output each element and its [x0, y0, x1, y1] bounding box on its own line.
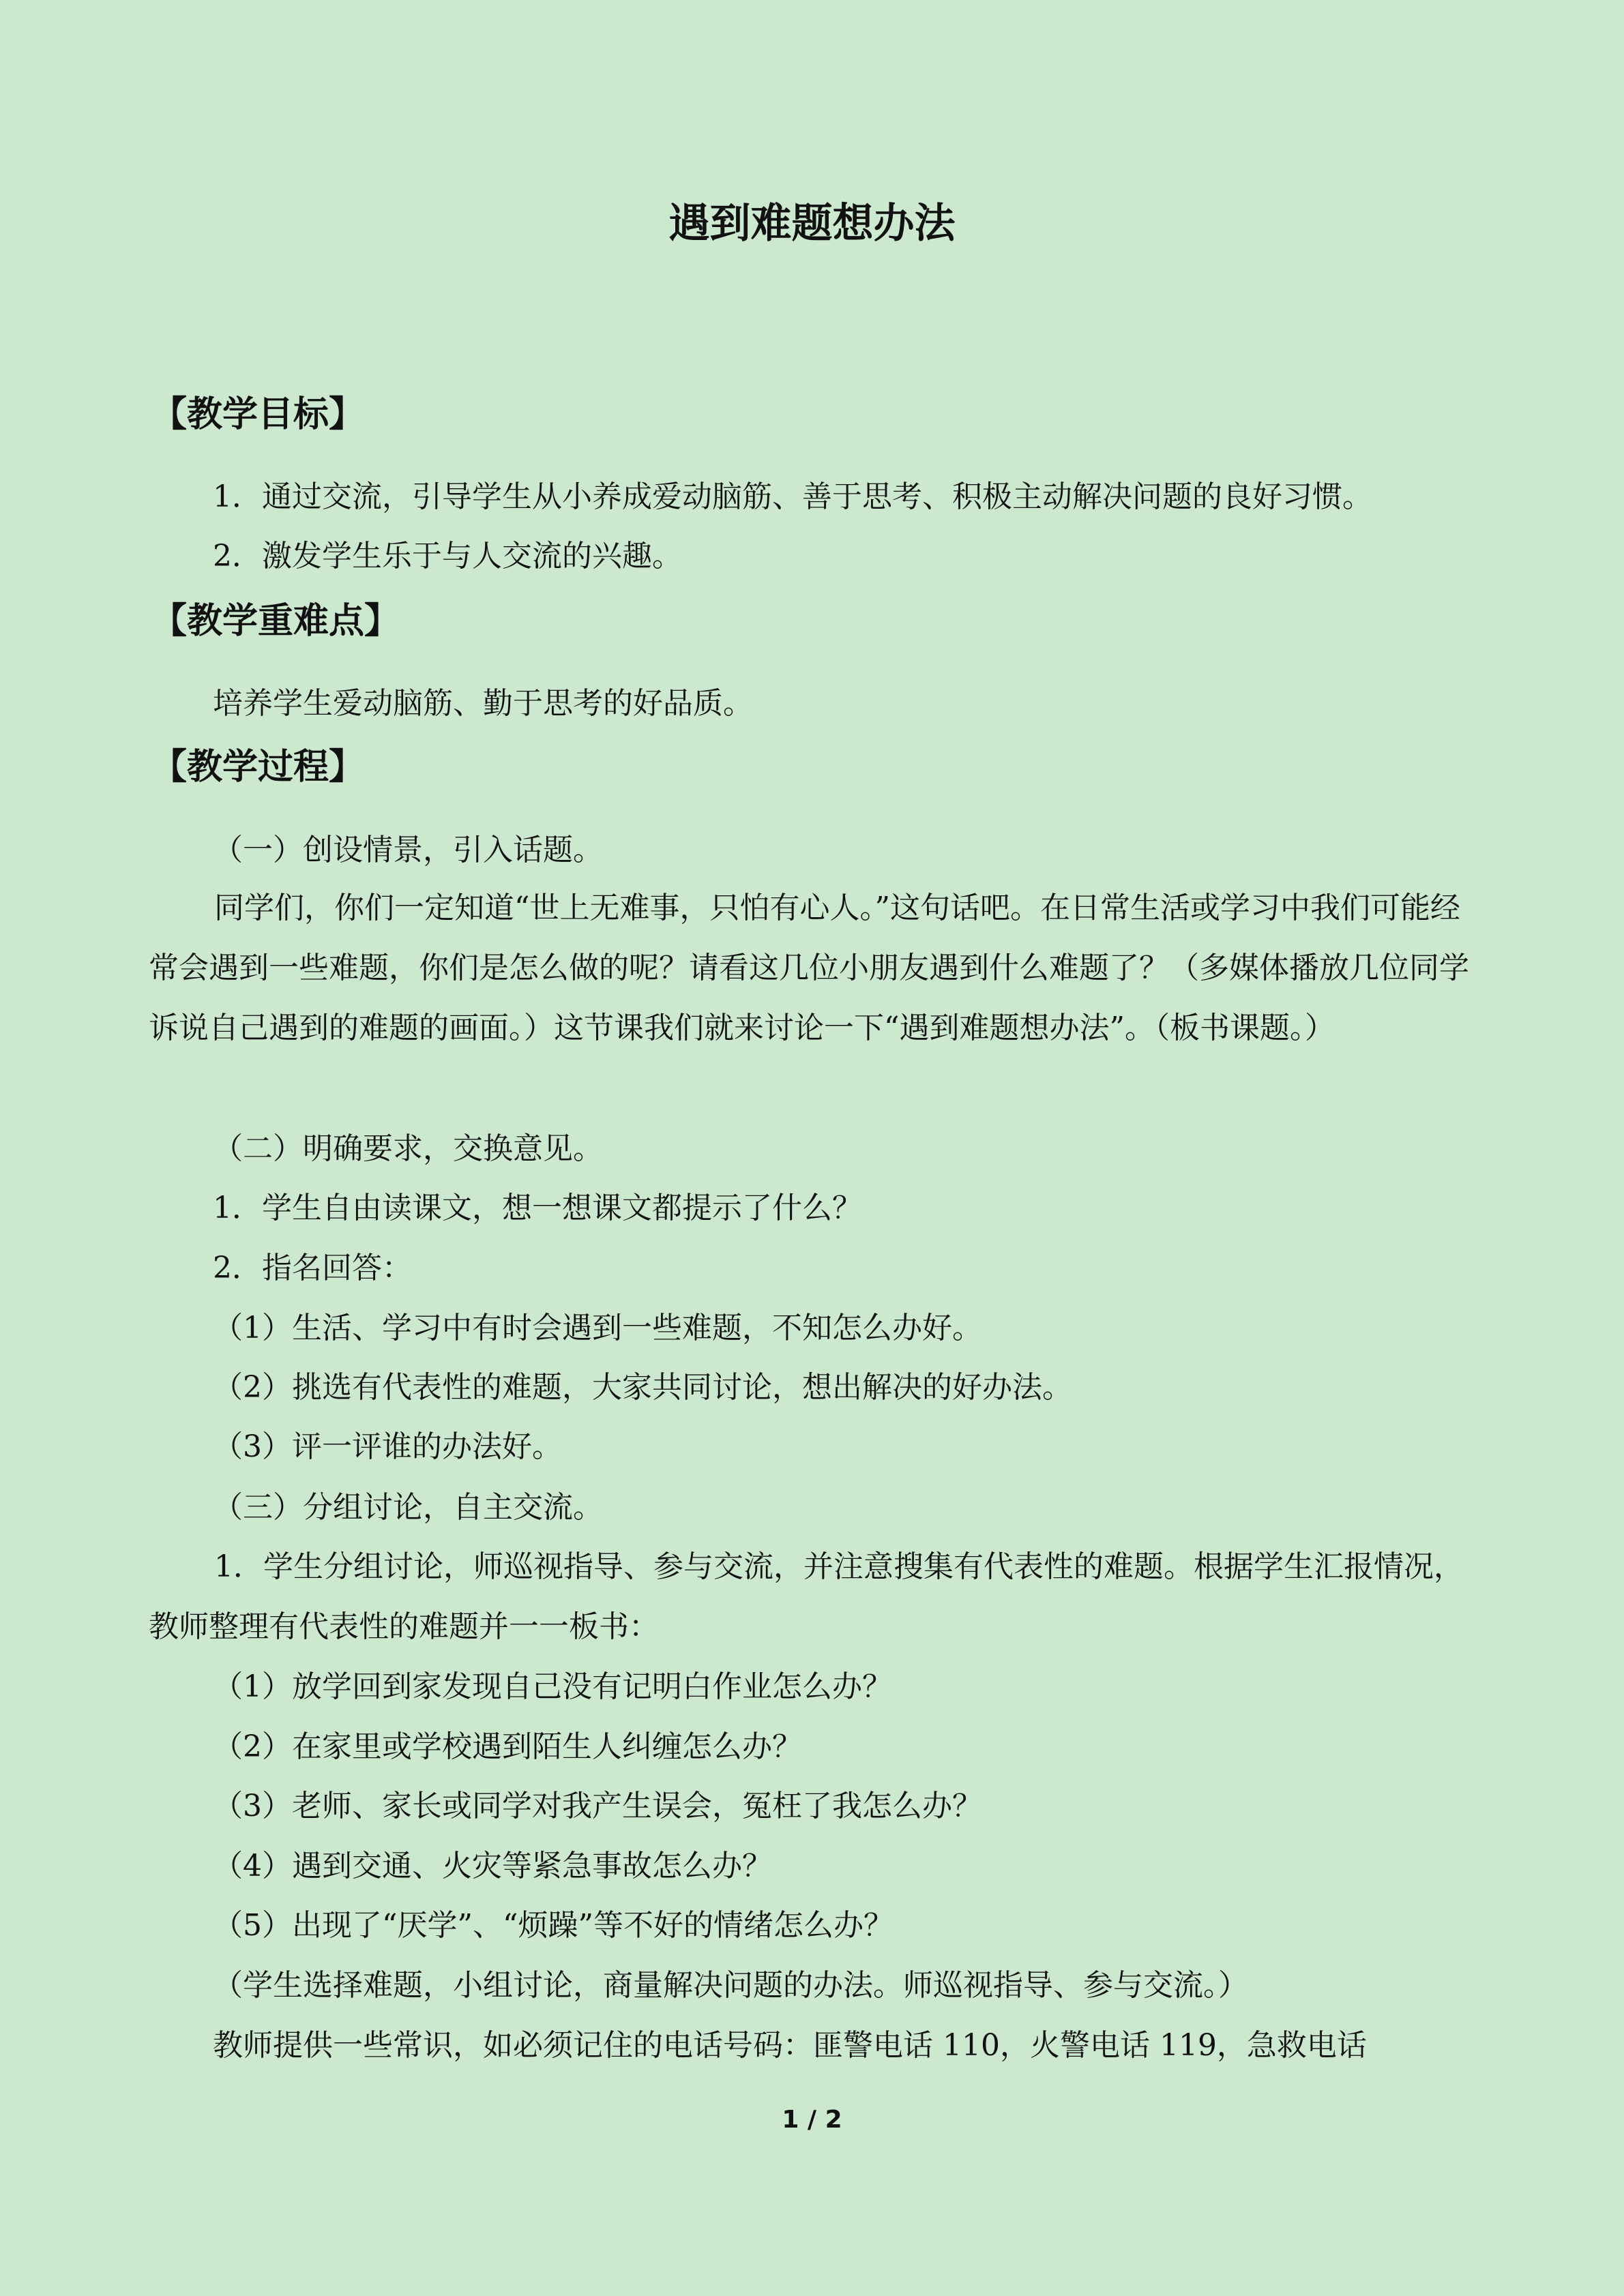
step3-item: （1）放学回到家发现自己没有记明白作业怎么办？: [213, 1669, 892, 1704]
step2-item: 1．学生自由读课文，想一想课文都提示了什么？: [213, 1191, 862, 1225]
step3-title: （三）分组讨论，自主交流。: [213, 1490, 603, 1525]
heading-process: 【教学过程】: [151, 747, 365, 788]
step2-title: （二）明确要求，交换意见。: [213, 1131, 603, 1166]
step3-item: （3）老师、家长或同学对我产生误会，冤枉了我怎么办？: [213, 1789, 982, 1823]
objective-item: 1．通过交流，引导学生从小养成爱动脑筋、善于思考、积极主动解决问题的良好习惯。: [213, 479, 1372, 514]
heading-objectives: 【教学目标】: [151, 394, 365, 435]
heading-key-points: 【教学重难点】: [151, 601, 400, 642]
step3-item: （2）在家里或学校遇到陌生人纠缠怎么办？: [213, 1729, 802, 1764]
objective-item: 2．激发学生乐于与人交流的兴趣。: [213, 539, 682, 573]
step3-paragraph: 1．学生分组讨论，师巡视指导、参与交流，并注意搜集有代表性的难题。根据学生汇报情况，教师整理有代表性的难题并一一板书：: [149, 1549, 1464, 1644]
step3-item: （4）遇到交通、火灾等紧急事故怎么办？: [213, 1849, 772, 1883]
step1-paragraph: 同学们，你们一定知道“世上无难事，只怕有心人。”这句话吧。在日常生活或学习中我们可能经常会遇到一些难题，你们是怎么做的呢？请看这几位小朋友遇到什么难题了？（多媒体播放几位同学诉说自己遇到的难题的画面。）这节课我们就来讨论一下“遇到难题想办法”。（板书课题。）: [149, 891, 1469, 1045]
step3-item: （5）出现了“厌学”、“烦躁”等不好的情绪怎么办？: [213, 1908, 894, 1943]
step3-tail: 教师提供一些常识，如必须记住的电话号码：匪警电话 110，火警电话 119，急救电话: [213, 2028, 1367, 2063]
document-title: 遇到难题想办法: [668, 200, 956, 248]
step3-note: （学生选择难题，小组讨论，商量解决问题的办法。师巡视指导、参与交流。）: [213, 1968, 1248, 2003]
page-number: 1 / 2: [782, 2106, 842, 2134]
step2-item: 2．指名回答：: [213, 1251, 412, 1285]
step2-item: （3）评一评谁的办法好。: [213, 1429, 562, 1464]
key-points-text: 培养学生爱动脑筋、勤于思考的好品质。: [213, 686, 753, 721]
step1-title: （一）创设情景，引入话题。: [213, 833, 603, 867]
step2-item: （1）生活、学习中有时会遇到一些难题，不知怎么办好。: [213, 1311, 982, 1345]
step2-item: （2）挑选有代表性的难题，大家共同讨论，想出解决的好办法。: [213, 1370, 1072, 1405]
